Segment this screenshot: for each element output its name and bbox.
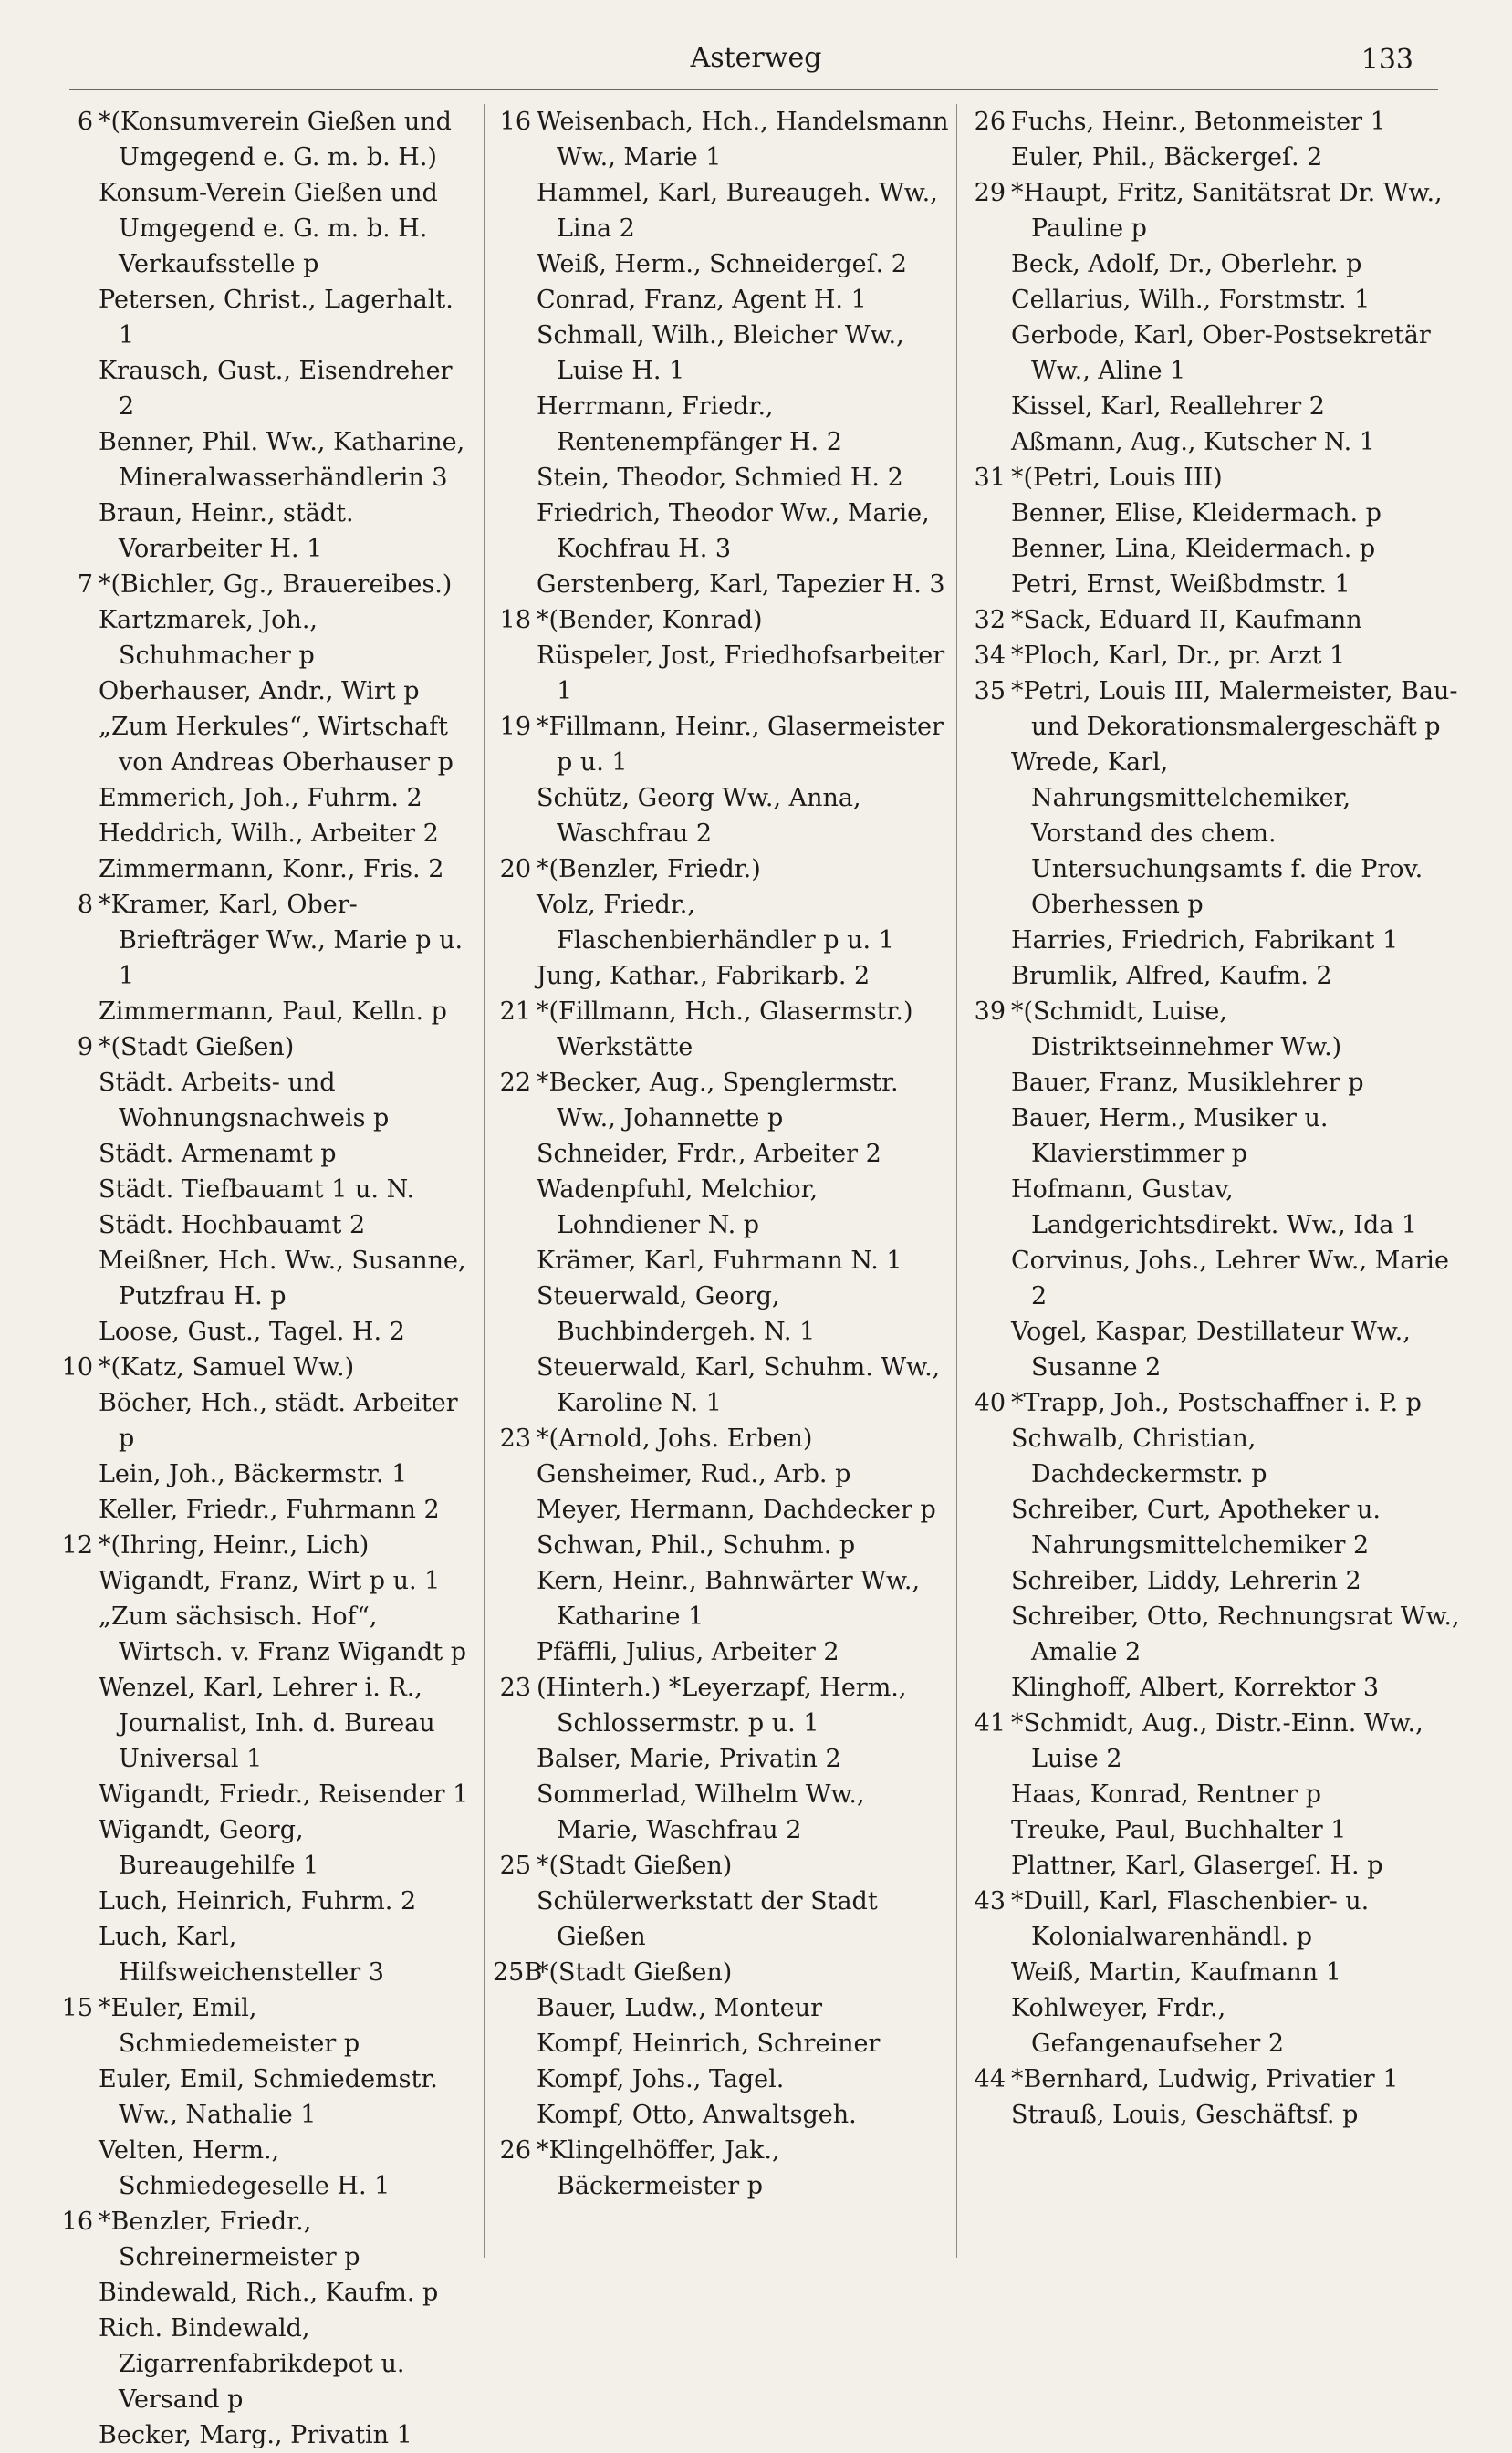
entry-text: Wadenpfuhl, Melchior, Lohndiener N. p [537,1175,819,1239]
entry-text: Benner, Elise, Kleidermach. p [1011,499,1382,527]
entry-text: Gerbode, Karl, Ober-Postsekretär Ww., Aline 1 [1011,321,1431,385]
directory-entry [967,531,1460,567]
entry-text: *Ploch, Karl, Dr., pr. Arzt 1 [1011,642,1346,670]
directory-entry [55,104,474,175]
house-number: 26 [499,2136,531,2165]
directory-entry [55,424,474,496]
directory-entry [55,567,474,602]
directory-entry [55,2275,474,2311]
directory-entry [55,673,474,709]
house-number: 32 [974,606,1006,634]
directory-entry [55,1207,474,1243]
house-number: 23 [499,1425,531,1453]
entry-text: Kompf, Heinrich, Schreiner [537,2030,881,2058]
house-number: 41 [974,1709,1006,1738]
directory-entry [493,1990,949,2026]
entry-text: Kern, Heinr., Bahnwärter Ww., Katharine 1 [537,1567,921,1631]
directory-entry [55,1314,474,1350]
directory-entry [967,1172,1460,1243]
directory-entry [967,1599,1460,1670]
column-divider-1 [484,104,485,2258]
directory-entry [493,1421,949,1456]
entry-text: Schwalb, Christian, Dachdeckermstr. p [1011,1425,1267,1488]
house-number: 18 [499,606,531,634]
entry-text: Oberhauser, Andr., Wirt p [99,677,420,705]
directory-entry [493,2133,949,2204]
entry-text: Wenzel, Karl, Lehrer i. R., Journalist, Inh. d. Bureau Universal 1 [99,1674,435,1773]
directory-entry [967,1884,1460,1955]
house-number: 16 [499,108,531,136]
directory-entry [493,1634,949,1670]
entry-text: Hammel, Karl, Bureaugeh. Ww., Lina 2 [537,179,938,243]
entry-text: *Haupt, Fritz, Sanitätsrat Dr. Ww., Pauline p [1011,179,1443,243]
entry-text: Meyer, Hermann, Dachdecker p [537,1496,936,1524]
directory-entry [55,1563,474,1599]
entry-text: Velten, Herm., Schmiedegeselle H. 1 [99,2136,391,2200]
directory-entry [967,1101,1460,1172]
entry-text: Rich. Bindewald, Zigarrenfabrikdepot u. Versand p [99,2314,405,2414]
entry-text: *Euler, Emil, Schmiedemeister p [99,1994,360,2058]
directory-entry [967,745,1460,923]
entry-text: Strauß, Louis, Geschäftsf. p [1011,2101,1359,2129]
entry-text: Aßmann, Aug., Kutscher N. 1 [1011,428,1375,456]
entry-text: Gensheimer, Rud., Arb. p [537,1460,851,1488]
entry-text: Kartzmarek, Joh., Schuhmacher p [99,606,318,670]
entry-text: Kohlweyer, Frdr., Gefangenaufseher 2 [1011,1994,1285,2058]
entry-text: Schülerwerkstatt der Stadt Gießen [537,1887,878,1951]
directory-entry [55,887,474,994]
page-number: 133 [1361,44,1413,76]
directory-entry [55,1919,474,1990]
entry-text: Schwan, Phil., Schuhm. p [537,1531,856,1560]
street-heading: Asterweg [690,42,822,74]
entry-text: „Zum sächsisch. Hof“, Wirtsch. v. Franz Wigandt p [99,1602,467,1666]
directory-entry [967,1314,1460,1385]
directory-entry [55,1884,474,1919]
directory-entry [55,282,474,353]
directory-entry [967,958,1460,994]
entry-text: Keller, Friedr., Fuhrmann 2 [99,1496,440,1524]
entry-text: *Duill, Karl, Flaschenbier- u. Kolonialwarenhändl. p [1011,1887,1370,1951]
directory-entry [493,1243,949,1279]
entry-text: Städt. Hochbauamt 2 [99,1211,366,1239]
house-number: 29 [974,179,1006,207]
entry-text: Schütz, Georg Ww., Anna, Waschfrau 2 [537,784,861,848]
entry-text: Cellarius, Wilh., Forstmstr. 1 [1011,286,1371,314]
directory-entry [55,175,474,282]
directory-entry [55,1065,474,1136]
house-number: 23 [499,1674,531,1702]
entry-text: Bauer, Ludw., Monteur [537,1994,823,2022]
directory-entry [967,140,1460,175]
entry-text: *(Konsumverein Gießen und Umgegend e. G. m. b. H.) [99,108,452,172]
entry-text: Balser, Marie, Privatin 2 [537,1745,841,1773]
directory-entry [493,318,949,389]
directory-entry [493,282,949,318]
entry-text: Klinghoff, Albert, Korrektor 3 [1011,1674,1380,1702]
directory-entry [493,1172,949,1243]
entry-text: Krausch, Gust., Eisendreher 2 [99,357,453,421]
directory-entry [493,1670,949,1741]
entry-text: Schreiber, Otto, Rechnungsrat Ww., Amalie 2 [1011,1602,1460,1666]
directory-entry [967,1243,1460,1314]
directory-entry [493,602,949,638]
directory-entry [967,175,1460,246]
house-number: 43 [974,1887,1006,1915]
entry-text: *(Schmidt, Luise, Distriktseinnehmer Ww.) [1011,997,1342,1061]
directory-entry [493,496,949,567]
directory-entry [967,567,1460,602]
entry-text: *(Stadt Gießen) [537,1852,733,1880]
directory-entry [55,1456,474,1492]
directory-entry [493,887,949,958]
entry-text: Beck, Adolf, Dr., Oberlehr. p [1011,250,1362,278]
house-number: 15 [61,1994,93,2022]
directory-entry [55,1812,474,1884]
house-number: 44 [974,2065,1006,2093]
directory-entry [55,2062,474,2133]
directory-entry [967,424,1460,460]
directory-entry [967,1848,1460,1884]
entry-text: Wigandt, Franz, Wirt p u. 1 [99,1567,441,1595]
directory-entry [493,994,949,1065]
entry-text: *(Petri, Louis III) [1011,464,1223,492]
directory-entry [55,1243,474,1314]
entry-text: Becker, Marg., Privatin 1 [99,2421,412,2449]
directory-entry [967,1563,1460,1599]
entry-text: Vogel, Kaspar, Destillateur Ww., Susanne 2 [1011,1318,1411,1382]
house-number: 19 [499,713,531,741]
directory-entry [967,318,1460,389]
directory-entry [493,851,949,887]
directory-entry [55,353,474,424]
directory-entry [967,1706,1460,1777]
column-3 [967,104,1460,2285]
directory-entry [493,1848,949,1884]
directory-entry [493,1136,949,1172]
directory-entry [493,1350,949,1421]
directory-entry [967,1777,1460,1812]
directory-entry [967,1492,1460,1563]
directory-entry [55,496,474,567]
directory-entry [967,1421,1460,1492]
entry-text: Benner, Phil. Ww., Katharine, Mineralwasserhändlerin 3 [99,428,465,492]
entry-text: Weisenbach, Hch., Handelsmann Ww., Marie 1 [537,108,949,172]
entry-text: Zimmermann, Paul, Kelln. p [99,997,447,1026]
directory-entry [967,673,1460,745]
directory-entry [493,2062,949,2097]
house-number: 16 [61,2208,93,2236]
directory-entry [967,246,1460,282]
entry-text: Krämer, Karl, Fuhrmann N. 1 [537,1247,902,1275]
house-number: 20 [499,855,531,883]
entry-text: *(Fillmann, Hch., Glasermstr.) Werkstätte [537,997,913,1061]
entry-text: Bindewald, Rich., Kaufm. p [99,2279,439,2307]
directory-entry [967,282,1460,318]
entry-text: Steuerwald, Georg, Buchbindergeh. N. 1 [537,1282,816,1346]
directory-entry [967,1812,1460,1848]
house-number: 39 [974,997,1006,1026]
entry-text: (Hinterh.) *Leyerzapf, Herm., Schlossermstr. p u. 1 [537,1674,907,1738]
entry-text: *Becker, Aug., Spenglermstr. Ww., Johannette p [537,1069,899,1133]
entry-text: Stein, Theodor, Schmied H. 2 [537,464,903,492]
directory-entry [493,1777,949,1848]
entry-text: Conrad, Franz, Agent H. 1 [537,286,867,314]
entry-text: Plattner, Karl, Glasergeſ. H. p [1011,1852,1383,1880]
directory-entry [967,1385,1460,1421]
entry-text: Bauer, Herm., Musiker u. Klavierstimmer p [1011,1104,1329,1168]
directory-entry [493,1955,949,1990]
entry-text: *(Katz, Samuel Ww.) [99,1353,355,1382]
directory-entry [55,1136,474,1172]
entry-text: Steuerwald, Karl, Schuhm. Ww., Karoline N. 1 [537,1353,941,1417]
entry-text: Sommerlad, Wilhelm Ww., Marie, Waschfrau 2 [537,1780,865,1844]
entry-text: Pfäffli, Julius, Arbeiter 2 [537,1638,839,1666]
entry-text: Volz, Friedr., Flaschenbierhändler p u. 1 [537,891,894,955]
entry-text: Schreiber, Liddy, Lehrerin 2 [1011,1567,1361,1595]
entry-text: *(Benzler, Friedr.) [537,855,761,883]
entry-text: Weiß, Martin, Kaufmann 1 [1011,1958,1341,1987]
entry-text: Haas, Konrad, Rentner p [1011,1780,1321,1809]
directory-entry [493,104,949,175]
directory-entry [493,780,949,851]
directory-entry [967,2062,1460,2097]
directory-entry [55,851,474,887]
entry-text: Städt. Armenamt p [99,1140,337,1168]
directory-entry [55,1670,474,1777]
directory-entry [967,389,1460,424]
directory-entry [55,2311,474,2417]
house-number: 22 [499,1069,531,1097]
entry-text: *Klingelhöffer, Jak., Bäckermeister p [537,2136,780,2200]
entry-text: Brumlik, Alfred, Kaufm. 2 [1011,962,1332,990]
entry-text: Emmerich, Joh., Fuhrm. 2 [99,784,422,812]
entry-text: Braun, Heinr., städt. Vorarbeiter H. 1 [99,499,354,563]
directory-entry [55,1172,474,1207]
entry-text: Luch, Heinrich, Fuhrm. 2 [99,1887,417,1915]
entry-text: Schreiber, Curt, Apotheker u. Nahrungsmittelchemiker 2 [1011,1496,1381,1560]
directory-entry [967,923,1460,958]
header-rule [69,89,1438,90]
entry-text: Heddrich, Wilh., Arbeiter 2 [99,819,439,848]
house-number: 6 [77,108,93,136]
directory-entry [493,958,949,994]
directory-entry [967,1955,1460,1990]
house-number: 35 [974,677,1006,705]
entry-text: Schmall, Wilh., Bleicher Ww., Luise H. 1 [537,321,904,385]
entry-text: *Fillmann, Heinr., Glasermeister p u. 1 [537,713,944,777]
directory-entry [55,1350,474,1385]
house-number: 31 [974,464,1006,492]
entry-text: Herrmann, Friedr., Rentenempfänger H. 2 [537,392,842,456]
directory-entry [493,638,949,709]
entry-text: Petri, Ernst, Weißbdmstr. 1 [1011,570,1350,599]
entry-text: *Petri, Louis III, Malermeister, Bau- und Dekorationsmalergeschäft p [1011,677,1458,741]
entry-text: Kompf, Otto, Anwaltsgeh. [537,2101,857,2129]
directory-entry [967,638,1460,673]
entry-text: Lein, Joh., Bäckermstr. 1 [99,1460,408,1488]
entry-text: Weiß, Herm., Schneidergeſ. 2 [537,250,907,278]
entry-text: Schneider, Frdr., Arbeiter 2 [537,1140,881,1168]
directory-entry [493,1065,949,1136]
entry-text: *(Bichler, Gg., Brauereibes.) [99,570,453,599]
directory-entry [55,1385,474,1456]
directory-entry [493,2097,949,2133]
directory-entry [55,816,474,851]
directory-entry [493,246,949,282]
house-number: 8 [77,891,93,919]
entry-text: Bauer, Franz, Musiklehrer p [1011,1069,1364,1097]
house-number: 40 [974,1389,1006,1417]
house-number: 9 [77,1033,93,1061]
directory-entry [493,1279,949,1350]
entry-text: Euler, Phil., Bäckergeſ. 2 [1011,143,1323,172]
house-number: 34 [974,642,1006,670]
entry-text: *Schmidt, Aug., Distr.-Einn. Ww., Luise 2 [1011,1709,1423,1773]
column-1 [55,104,474,2449]
directory-entry [493,1884,949,1955]
directory-entry [493,567,949,602]
directory-entry [967,104,1460,140]
directory-entry [967,1065,1460,1101]
entry-text: Gerstenberg, Karl, Tapezier H. 3 [537,570,945,599]
directory-entry [493,389,949,460]
house-number: 26 [974,108,1006,136]
entry-text: *Bernhard, Ludwig, Privatier 1 [1011,2065,1399,2093]
entry-text: *(Ihring, Heinr., Lich) [99,1531,370,1560]
directory-entry [55,1990,474,2062]
entry-text: Jung, Kathar., Fabrikarb. 2 [537,962,871,990]
directory-entry [967,602,1460,638]
directory-entry [493,175,949,246]
house-number: 10 [61,1353,93,1382]
directory-entry [55,709,474,780]
entry-text: Corvinus, Johs., Lehrer Ww., Marie 2 [1011,1247,1449,1310]
directory-entry [967,460,1460,496]
entry-text: „Zum Herkules“, Wirtschaft von Andreas Oberhauser p [99,713,454,777]
directory-entry [55,780,474,816]
house-number: 7 [77,570,93,599]
entry-text: Böcher, Hch., städt. Arbeiter p [99,1389,458,1453]
directory-entry [493,1563,949,1634]
entry-text: Luch, Karl, Hilfsweichensteller 3 [99,1923,384,1987]
entry-text: Wigandt, Georg, Bureaugehilfe 1 [99,1816,319,1880]
directory-entry [55,994,474,1029]
directory-entry [55,602,474,673]
entry-text: Petersen, Christ., Lagerhalt. 1 [99,286,454,350]
entry-text: Harries, Friedrich, Fabrikant 1 [1011,926,1399,955]
directory-entry [967,1990,1460,2062]
entry-text: Euler, Emil, Schmiedemstr. Ww., Nathalie 1 [99,2065,438,2129]
directory-entry [493,1741,949,1777]
entry-text: *Benzler, Friedr., Schreinermeister p [99,2208,360,2271]
directory-entry [55,2417,474,2453]
entry-text: *(Stadt Gießen) [99,1033,295,1061]
entry-text: Benner, Lina, Kleidermach. p [1011,535,1376,563]
column-divider-2 [956,104,957,2258]
entry-text: Loose, Gust., Tagel. H. 2 [99,1318,405,1346]
directory-entry [55,2133,474,2204]
entry-text: *Trapp, Joh., Postschaffner i. P. p [1011,1389,1422,1417]
entry-text: *Sack, Eduard II, Kaufmann [1011,606,1362,634]
directory-entry [493,2026,949,2062]
entry-text: Wrede, Karl, Nahrungsmittelchemiker, Vorstand des chem. Untersuchungsamts f. die Prov. Oberhessen p [1011,748,1423,919]
directory-entry [493,709,949,780]
entry-text: Zimmermann, Konr., Fris. 2 [99,855,444,883]
entry-text: Treuke, Paul, Buchhalter 1 [1011,1816,1347,1844]
entry-text: *(Stadt Gießen) [537,1958,733,1987]
column-2 [493,104,949,2285]
directory-entry [493,1492,949,1528]
entry-text: Städt. Arbeits- und Wohnungsnachweis p [99,1069,390,1133]
entry-text: Kissel, Karl, Reallehrer 2 [1011,392,1325,421]
entry-text: *(Arnold, Johs. Erben) [537,1425,813,1453]
directory-entry [967,2097,1460,2133]
entry-text: Kompf, Johs., Tagel. [537,2065,785,2093]
entry-text: *Kramer, Karl, Ober-Briefträger Ww., Marie p u. 1 [99,891,464,990]
directory-entry [55,1599,474,1670]
entry-text: *(Bender, Konrad) [537,606,763,634]
directory-entry [493,1456,949,1492]
house-number: 12 [61,1531,93,1560]
directory-entry [55,1492,474,1528]
entry-text: Rüspeler, Jost, Friedhofsarbeiter 1 [537,642,945,705]
directory-entry [55,1777,474,1812]
entry-text: Meißner, Hch. Ww., Susanne, Putzfrau H. p [99,1247,466,1310]
directory-entry [967,496,1460,531]
house-number: 25 [499,1852,531,1880]
directory-entry [967,994,1460,1065]
entry-text: Wigandt, Friedr., Reisender 1 [99,1780,469,1809]
entry-text: Hofmann, Gustav, Landgerichtsdirekt. Ww., Ida 1 [1011,1175,1418,1239]
directory-entry [55,1029,474,1065]
directory-entry [967,1670,1460,1706]
directory-entry [493,460,949,496]
directory-entry [493,1528,949,1563]
entry-text: Fuchs, Heinr., Betonmeister 1 [1011,108,1386,136]
directory-entry [55,2204,474,2275]
entry-text: Städt. Tiefbauamt 1 u. N. [99,1175,415,1204]
house-number: 21 [499,997,531,1026]
entry-text: Konsum-Verein Gießen und Umgegend e. G. m. b. H. Verkaufsstelle p [99,179,438,278]
house-number: 25B [493,1958,543,1987]
directory-entry [55,1528,474,1563]
entry-text: Friedrich, Theodor Ww., Marie, Kochfrau H. 3 [537,499,930,563]
